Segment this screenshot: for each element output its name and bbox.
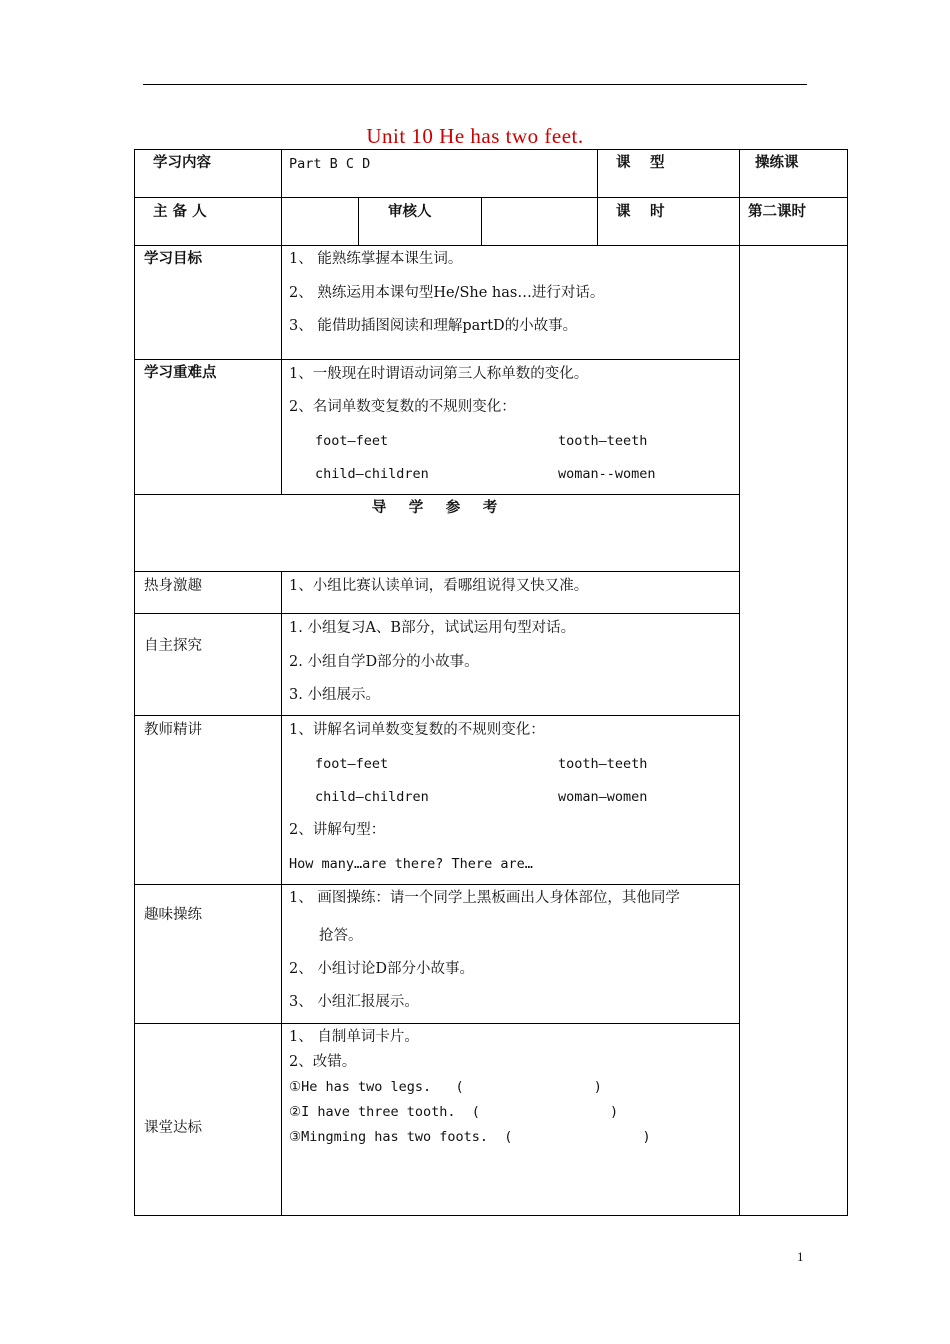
row-line	[134, 197, 848, 198]
assessment-item: 2、改错。	[289, 1054, 357, 1070]
word-pair: foot—feet	[315, 433, 389, 449]
col-line	[739, 149, 740, 1216]
row-line	[134, 149, 848, 150]
col-line	[481, 197, 482, 245]
goal-item: 3、 能借助插图阅读和理解partD的小故事。	[289, 318, 578, 334]
col-line	[358, 197, 359, 245]
assessment-item: ①He has two legs. ( )	[289, 1079, 602, 1095]
difficulty-item: 2、名词单数变复数的不规则变化：	[289, 399, 516, 415]
assessment-label: 课堂达标	[144, 1120, 202, 1136]
teacher-item: 1、讲解名词单数变复数的不规则变化：	[289, 722, 545, 738]
explore-item: 1. 小组复习A、B部分，试试运用句型对话。	[289, 620, 576, 636]
practice-item: 1、 画图操练：请一个同学上黑板画出人身体部位，其他同学	[289, 890, 680, 906]
type-value: 操练课	[755, 154, 799, 171]
period-label: 课 时	[616, 203, 665, 220]
content-label: 学习内容	[153, 154, 211, 171]
row-line	[134, 1023, 739, 1024]
row-line	[134, 245, 848, 246]
practice-label: 趣味操练	[144, 907, 202, 923]
teacher-item: 2、讲解句型：	[289, 822, 386, 838]
row-line	[134, 715, 739, 716]
row-line	[134, 1215, 848, 1216]
warmup-item: 1、小组比赛认读单词，看哪组说得又快又准。	[289, 578, 589, 594]
explore-label: 自主探究	[144, 638, 202, 654]
lesson-plan-table	[134, 149, 848, 1216]
word-pair: child—children	[315, 789, 429, 805]
goals-label: 学习目标	[144, 250, 202, 267]
explore-item: 2. 小组自学D部分的小故事。	[289, 654, 479, 670]
difficulty-item: 1、一般现在时谓语动词第三人称单数的变化。	[289, 366, 589, 382]
word-pair: child—children	[315, 466, 429, 482]
header-rule	[143, 84, 807, 85]
word-pair: tooth—teeth	[558, 756, 648, 772]
explore-item: 3. 小组展示。	[289, 687, 380, 703]
col-line	[597, 149, 598, 245]
content-value: Part B C D	[289, 156, 371, 172]
row-line	[134, 359, 739, 360]
row-line	[134, 494, 739, 495]
practice-item: 3、 小组汇报展示。	[289, 994, 419, 1010]
col-line	[281, 149, 282, 494]
teacher-item: How many…are there? There are…	[289, 856, 533, 872]
warmup-label: 热身激趣	[144, 578, 202, 594]
page-number: 1	[797, 1249, 804, 1264]
difficulties-label: 学习重难点	[144, 364, 217, 381]
assessment-item: ②I have three tooth. ( )	[289, 1104, 619, 1120]
preparer-label: 主 备 人	[153, 203, 207, 220]
col-line	[847, 149, 848, 1216]
word-pair: foot—feet	[315, 756, 389, 772]
guide-heading: 导 学 参 考	[371, 499, 502, 516]
word-pair: woman--women	[558, 466, 656, 482]
row-line	[134, 613, 739, 614]
type-label: 课 型	[616, 154, 665, 171]
col-line	[134, 149, 135, 1216]
goal-item: 2、 熟练运用本课句型He/She has…进行对话。	[289, 285, 605, 301]
col-line	[281, 571, 282, 1216]
page-title: Unit 10 He has two feet.	[366, 124, 584, 148]
word-pair: woman—women	[558, 789, 648, 805]
period-value: 第二课时	[748, 203, 806, 220]
teacher-label: 教师精讲	[144, 722, 202, 738]
goal-item: 1、 能熟练掌握本课生词。	[289, 251, 463, 267]
practice-item: 2、 小组讨论D部分小故事。	[289, 961, 474, 977]
practice-item: 抢答。	[319, 928, 363, 944]
assessment-item: ③Mingming has two foots. ( )	[289, 1129, 651, 1145]
reviewer-label: 审核人	[388, 203, 432, 220]
row-line	[134, 884, 739, 885]
assessment-item: 1、 自制单词卡片。	[289, 1029, 419, 1045]
row-line	[134, 571, 739, 572]
word-pair: tooth—teeth	[558, 433, 648, 449]
